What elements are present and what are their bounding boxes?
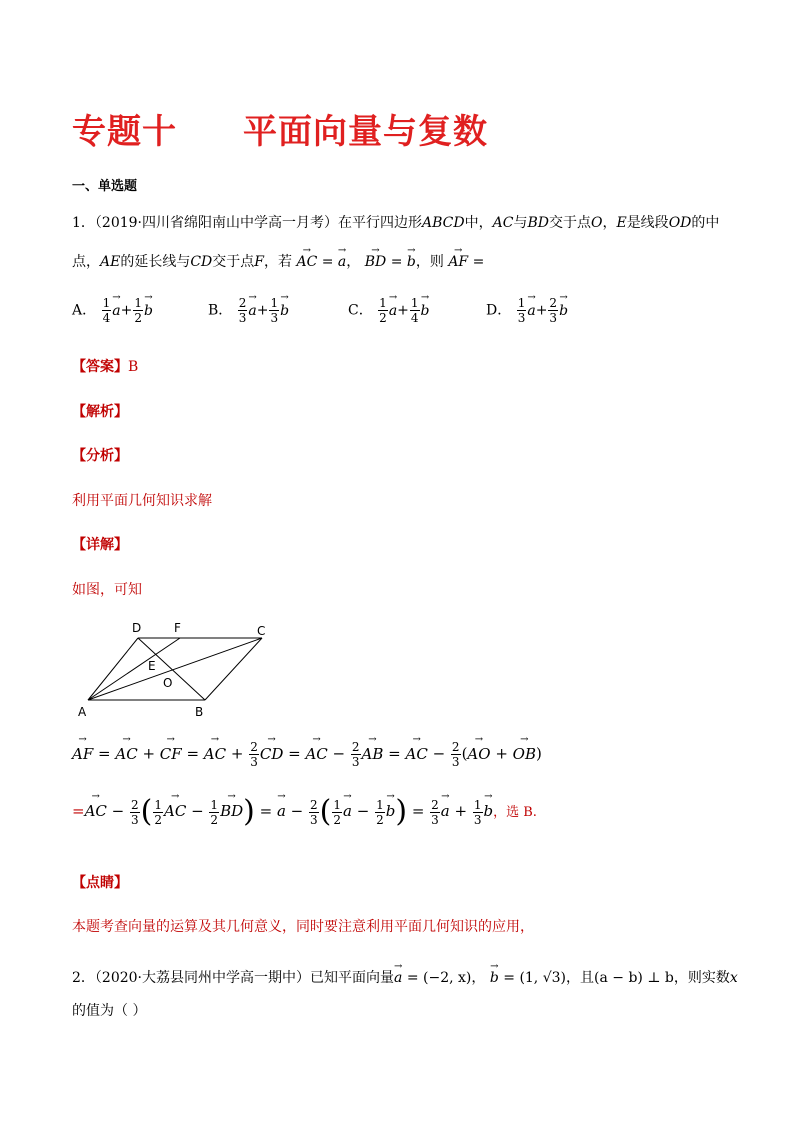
vector-a: → a	[277, 802, 286, 820]
vector-ac: → AC	[204, 745, 226, 763]
fraction: $\frac{1}{2}$	[376, 797, 384, 827]
equation-1: → AF = → AC + → CF = → AC + $\frac{2}{3}$ → CD = → AC − $\frac{2}{3}$ → AB = → AC − $\frac{2}{3}$ (→ AO + → OB)	[72, 740, 542, 769]
fraction: $\frac{1}{2}$	[333, 797, 342, 827]
q1-od: OD	[668, 215, 692, 231]
option-d[interactable]	[486, 296, 568, 325]
parallelogram-figure	[70, 618, 280, 720]
fraction: $\frac{2}{3}$	[351, 740, 360, 769]
vector-a: → a	[441, 802, 450, 820]
vector-a: → a	[394, 966, 402, 990]
vector-a: → a	[112, 303, 120, 319]
q1-text: 交于点	[212, 254, 255, 270]
label-f: F	[174, 621, 181, 635]
vector-ac: → AC	[164, 802, 186, 820]
option-letter: C．	[348, 302, 373, 319]
variable-x: x	[729, 970, 738, 986]
equation-2: =→ AC − $\frac{2}{3}$ ( $\frac{1}{2}$ → AC − $\frac{1}{2}$ → BD) = → a − $\frac{2}{3}$ ( $\frac{1}{2}$ → a − $\frac{1}{2}$ → b) = $\frac{2}{3}$ → a + $\frac{1}{3}$ → b，选 B.	[72, 797, 537, 827]
q1-f: F	[254, 254, 264, 270]
q1-abcd: ABCD	[422, 215, 465, 231]
answer-label: 【答案】	[72, 359, 128, 375]
question-1-line-1: 1．（2019·四川省绵阳南山中学高一月考）在平行四边形ABCD中，AC与BD交于点O，E是线段OD的中	[72, 215, 720, 231]
vector-ac: → AC	[406, 745, 428, 763]
q1-o: O	[590, 215, 603, 231]
fraction: $\frac{1}{2}$	[210, 797, 219, 827]
fraction: $\frac{1}{4}$	[410, 296, 419, 325]
label-b: B	[195, 705, 204, 719]
diagonal-ac	[88, 638, 262, 700]
vector-ac: → AC	[305, 745, 327, 763]
fraction: $\frac{1}{2}$	[379, 296, 387, 325]
line-af	[88, 638, 180, 700]
fenxi-label: 【分析】	[72, 448, 128, 464]
vector-a: → a	[248, 303, 256, 319]
vector-ab: → AB	[362, 745, 384, 763]
option-letter: B．	[208, 302, 233, 319]
vector-b: → b	[280, 303, 289, 319]
q1-ae: AE	[100, 254, 121, 270]
q1-bd: BD	[527, 215, 549, 231]
label-d: D	[132, 621, 142, 635]
fraction: $\frac{2}{3}$	[238, 296, 247, 325]
question-source: （2020·大荔县同州中学高一期中）	[94, 970, 311, 986]
fraction: $\frac{1}{3}$	[270, 296, 279, 325]
equals-sign: =	[472, 254, 485, 270]
vector-b: → b	[559, 303, 568, 319]
fraction: $\frac{1}{2}$	[134, 296, 142, 325]
vector-ac: → AC	[296, 250, 317, 274]
option-letter: A．	[72, 302, 97, 319]
q1-e: E	[616, 215, 627, 231]
vector-b: → b	[484, 802, 494, 820]
q1-text: 在平行四边形	[338, 215, 423, 231]
label-a: A	[78, 705, 87, 719]
question-2-line-2: 的值为（ ）	[72, 1003, 147, 1019]
section-heading: 一、单选题	[72, 179, 138, 194]
q1-text: ，若	[264, 254, 292, 270]
plus-sign: +	[256, 302, 269, 319]
fraction: $\frac{2}{3}$	[451, 740, 460, 769]
vector-a-value: (−2, x)	[423, 970, 472, 986]
label-c: C	[257, 624, 266, 638]
vector-ac: → AC	[115, 745, 137, 763]
plus-sign: +	[120, 302, 133, 319]
jiexi-label: 【解析】	[72, 404, 128, 420]
vector-a: → a	[343, 802, 352, 820]
vector-a: → a	[338, 250, 346, 274]
answer	[72, 356, 138, 376]
q1-text: ，	[602, 215, 617, 231]
vector-b: → b	[421, 303, 430, 319]
q2-text: 已知平面向量	[310, 970, 395, 986]
q2-text: ，且	[566, 970, 594, 986]
q1-text: 的延长线与	[120, 254, 191, 270]
label-e: E	[148, 659, 156, 673]
label-o: O	[163, 676, 173, 690]
q1-text: 中，	[464, 215, 493, 231]
vector-ao: → AO	[467, 745, 490, 763]
fraction: $\frac{1}{2}$	[154, 797, 162, 827]
option-letter: D．	[486, 302, 512, 319]
fraction: $\frac{2}{3}$	[310, 797, 318, 827]
q2-text: ，则实数	[673, 970, 730, 986]
equals-sign: =	[321, 254, 334, 270]
question-number: 1	[72, 215, 81, 231]
vector-b-value: (1, √3)	[519, 970, 566, 986]
question-number: 2	[72, 970, 81, 986]
perp-condition: (a − b) ⊥ b	[594, 970, 674, 986]
q1-cd: CD	[190, 254, 213, 270]
dianjing-label: 【点睛】	[72, 875, 128, 891]
fraction: $\frac{2}{3}$	[131, 797, 139, 827]
fraction: $\frac{2}{3}$	[250, 740, 258, 769]
rutu-text: 如图，可知	[72, 582, 142, 598]
vector-cf: → CF	[160, 745, 182, 763]
question-2-line-1: 2．（2020·大荔县同州中学高一期中）已知平面向量→ a = (−2, x)， → b = (1, √3)，且(a − b) ⊥ b，则实数x	[72, 966, 738, 990]
vector-cd: → CD	[260, 745, 284, 763]
plus-sign: +	[535, 302, 548, 319]
plus-sign: +	[397, 302, 409, 319]
vector-ob: → OB	[513, 745, 536, 763]
vector-a: → a	[389, 303, 397, 319]
q1-text: 的中	[691, 215, 720, 231]
answer-value: B	[128, 359, 139, 375]
xiangjie-label: 【详解】	[72, 537, 128, 553]
fraction: $\frac{1}{3}$	[473, 797, 482, 827]
vector-ac: → AC	[85, 802, 107, 820]
vector-af: → AF	[448, 250, 468, 274]
fraction: $\frac{2}{3}$	[549, 296, 558, 325]
vector-af: → AF	[72, 745, 93, 763]
conclusion: ，选 B.	[493, 805, 537, 820]
vector-b: → b	[407, 250, 416, 274]
q1-text: 是线段	[626, 215, 669, 231]
option-a[interactable]	[72, 296, 153, 325]
fraction: $\frac{1}{4}$	[102, 296, 111, 325]
vector-bd: → BD	[365, 250, 387, 274]
title-part2: 平面向量与复数	[243, 112, 488, 152]
fraction: $\frac{2}{3}$	[431, 797, 439, 827]
question-source: （2019·四川省绵阳南山中学高一月考）	[94, 215, 339, 231]
q1-text: ，则	[415, 254, 444, 270]
option-c[interactable]	[348, 296, 430, 325]
option-b[interactable]	[208, 296, 289, 325]
q1-text: 与	[513, 215, 528, 231]
vector-a: → a	[527, 303, 535, 319]
question-1-line-2: 点，AE的延长线与CD交于点F，若 → AC = → a， → BD = → b，则 → AF =	[72, 250, 484, 274]
vector-b: → b	[490, 966, 499, 990]
vector-b: → b	[386, 802, 396, 820]
page-title	[72, 104, 488, 153]
fenxi-text: 利用平面几何知识求解	[72, 493, 212, 509]
q1-text: 交于点	[548, 215, 591, 231]
q1-ac: AC	[492, 215, 514, 231]
title-part1: 专题十	[72, 112, 177, 152]
fraction: $\frac{1}{3}$	[517, 296, 526, 325]
vector-b: → b	[144, 303, 153, 319]
edge-bc	[205, 638, 262, 700]
vector-bd: → BD	[220, 802, 243, 820]
q1-text: 点，	[72, 254, 100, 270]
equals-sign: =	[390, 254, 403, 270]
dianjing-text: 本题考查向量的运算及其几何意义，同时要注意利用平面几何知识的应用，	[72, 919, 534, 935]
